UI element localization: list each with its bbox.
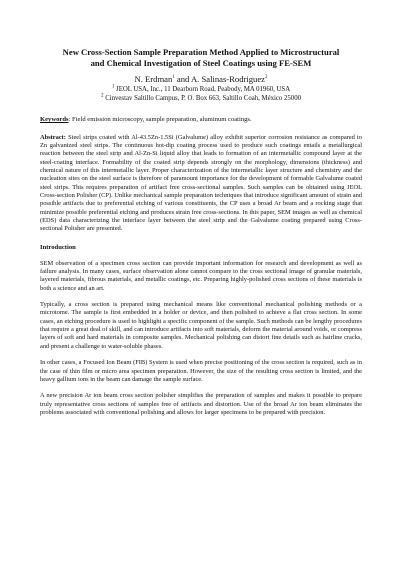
abstract-text: Steel strips coated with Al-43.5Zn-1.5Si (Galvalume) alloy exhibit superior corrosion resistance as compared to Zn galvanized steel strips. The continuous hot-dip coating process used to produce such coatings entails a metallurgical reaction between the steel strip and Al-Zn-Si liquid alloy that leads to formation of an intermetallic compound layer at the steel-coating interface. Formability of the coated strip depends strongly on the morphology, dimensions (thickness) and chemical nature of this intermetallic layer. Proper characterization of the intermetallic layer structure and chemistry and the nucleation sites on the steel surface is therefore of paramount importance for the development of formable Galvalume coated steel strips. This requires preparation of artifact free cross-sectional samples. Such samples can be obtained using JEOL Cross-section Polisher (CP). Unlike mechanical sample preparation techniques that introduce significant amount of strain and possible artifacts due to preferential etching of various constituents, the CP uses a broad Ar beam and a rocking stage that minimize possible preferential etching and produces strain free cross-sections. In this paper, SEM images as well as chemical (EDS) data characterizing the interface layer between the steel strip and the Galvalume coating prepared using Cross-sectional Polisher are presented. [40,133,362,233]
affiliation-1-text: JEOL USA, Inc., 11 Dearborn Road, Peabody, MA 01960, USA [114,86,291,93]
affiliation-1 [40,85,362,94]
affiliation-1-mark: 1 [111,84,115,90]
title-line-1: New Cross-Section Sample Preparation Method Applied to Microstructural [62,47,340,57]
paper-title [40,47,362,69]
keywords-label: Keywords [40,116,69,123]
affiliation-2-text: Cinvestav Saltillo Campus, P. O. Box 663, Saltillo Coah, México 25000 [103,95,301,102]
affiliation-2-mark: 2 [101,93,104,99]
body-paragraph-2: Typically, a cross section is prepared using mechanical means like conventional mechanical polishing methods or a microtome. The sample is first embedded in a holder or device, and then polished to achieve a flat cross section. In some cases, an etching procedure is used to highlight a specific component of the sample. Such methods can be lengthy procedures that require a great deal of skill, and can introduce artifacts into soft materials, deform the material around voids, or compress layers of soft and hard materials in composite samples. Mechanical polishing can distort fine details such as hairline cracks, and present a challenge to water-soluble phases. [40,301,362,350]
section-heading-introduction: Introduction [40,243,76,251]
abstract-label: Abstract: [40,133,66,141]
keywords-text: : Field emission microscopy, sample preparation, aluminum coatings. [68,116,252,123]
body-paragraph-4: A new precision Ar ion beam cross section polisher simplifies the preparation of samples and makes it possible to prepare truly representative cross sections of samples free of artifacts and distortion. Use of the broad Ar ion beam eliminates the problems associated with conventional polishing and allows for larger specimens to be prepared with precision. [40,392,362,416]
author-list [40,74,362,85]
author-1-affil-mark: 1 [172,75,175,81]
author-joiner: and A. Salinas-Rodriguez [174,74,265,84]
title-line-2: and Chemical Investigation of Steel Coatings using FE-SEM [90,58,312,68]
author-2-affil-mark: 2 [264,75,268,81]
affiliation-2 [40,94,362,103]
body-paragraph-1: SEM observation of a specimen cross section can provide important information for research and development as well as failure analysis. In many cases, surface observation alone cannot compare to the cross sectional image of granular materials, layered materials, fibrous materials, and metallic coatings, etc. Preparing highly-polished cross sections of these materials is both a science and an art. [40,259,362,292]
author-1: N. Erdman [134,74,173,84]
abstract [40,134,362,234]
body-paragraph-3: In other cases, a Focused Ion Beam (FIB) System is used when precise positioning of the cross section is required, such as in the case of thin film or micro area specimen preparation. However, the size of the resulting cross section is limited, and the heavy gallium ions in the beam can damage the sample surface. [40,359,362,383]
keywords [40,116,362,125]
